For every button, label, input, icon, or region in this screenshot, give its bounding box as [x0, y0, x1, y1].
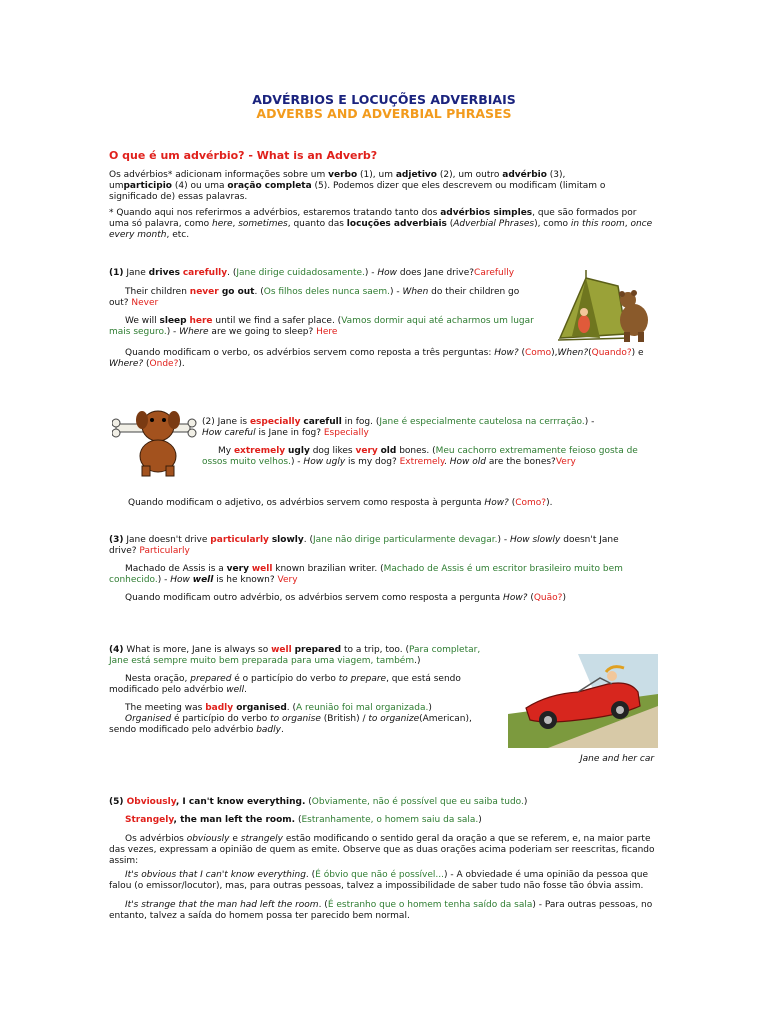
example-4-line-2: Nesta oração, prepared é o particípio do verbo to prepare, que está sendo modificado pelo advérbio well.	[109, 674, 461, 695]
example-4-line-3: The meeting was badly organised. (A reunião foi mal organizada.) Organised é particípio do verbo to organise (British) / to organize(American), sendo modificado pelo advérbio badly.	[109, 703, 472, 735]
example-1-line-3: We will sleep here until we find a safer place. (Vamos dormir aqui até acharmos um lugar mais seguro.) - Where are we going to sleep? Here	[109, 316, 534, 337]
section-heading: O que é um advérbio? - What is an Adverb?	[109, 149, 378, 162]
example-3-summary: Quando modificam outro advérbio, os advérbios servem como resposta a pergunta How? (Quão?)	[125, 593, 566, 603]
tent-bear-illustration	[556, 268, 656, 344]
example-2-line-1: (2) Jane is especially carefull in fog. (Jane é especialmente cautelosa na cerrração.) - How careful is Jane in fog? Especially	[202, 417, 595, 438]
example-1-line-2: Their children never go out. (Os filhos deles nunca saem.) - When do their children go out? Never	[109, 287, 520, 308]
dog-bone-illustration	[112, 406, 198, 478]
title-english: ADVERBS AND ADVERBIAL PHRASES	[256, 106, 512, 121]
red-car-illustration	[508, 654, 658, 748]
example-5-strange: It's strange that the man had left the room. (É estranho que o homem tenha saído da sala) - Para outras pessoas, no entanto, talvez a saída do homem possa ter parecido bem normal.	[109, 900, 653, 921]
title-portuguese: ADVÉRBIOS E LOCUÇÕES ADVERBIAIS	[252, 92, 516, 107]
intro-paragraph: Os advérbios* adicionam informações sobre um verbo (1), um adjetivo (2), um outro advérbio (3), umparticipio (4) ou uma oração completa (5). Podemos dizer que eles descrevem ou modificam (limitam o significado de) essas palavras.	[109, 170, 606, 202]
example-5-obvious: It's obvious that I can't know everything. (É óbvio que não é possível...) - A obviedade é uma opinião da pessoa que falou (o emissor/locutor), mas, para outras pessoas, talvez a impossibilidade de saber tudo não fosse tão óbvia assim.	[109, 870, 648, 891]
example-5-explanation: Os advérbios obviously e strangely estão modificando o sentido geral da oração a que se referem, e, na maior parte das vezes, expressam a opinião de quem as emite. Observe que as duas orações acima poderiam ser reescritas, ficando assim:	[109, 834, 655, 866]
car-caption: Jane and her car	[580, 754, 655, 764]
note-paragraph: * Quando aqui nos referirmos a advérbios, estaremos tratando tanto dos advérbios simples, que são formados por uma só palavra, como here, sometimes, quanto das locuções adverbiais (Adverbial Phrases), como in this room, once every month, etc.	[109, 208, 653, 240]
example-3-line-2: Machado de Assis is a very well known brazilian writer. (Machado de Assis é um escritor brasileiro muito bem conhecido.) - How well is he known? Very	[109, 564, 623, 585]
example-5-line-2: Strangely, the man left the room. (Estranhamente, o homem saiu da sala.)	[125, 815, 482, 825]
example-2-summary: Quando modificam o adjetivo, os advérbios servem como resposta à pergunta How? (Como?).	[128, 498, 553, 508]
example-1-line-1: (1) Jane drives carefully. (Jane dirige cuidadosamente.) - How does Jane drive?Carefully	[109, 268, 515, 278]
example-3-line-1: (3) Jane doesn't drive particularly slowly. (Jane não dirige particularmente devagar.) - How slowly doesn't Jane drive? Particularly	[109, 535, 619, 556]
example-2-line-2: My extremely ugly dog likes very old bones. (Meu cachorro extremamente feioso gosta de ossos muito velhos.) - How ugly is my dog? Extremely. How old are the bones?Very	[202, 446, 638, 467]
example-4-line-1: (4) What is more, Jane is always so well prepared to a trip, too. (Para completar, Jane está sempre muito bem preparada para uma viagem, também.)	[109, 645, 481, 666]
example-1-summary: Quando modificam o verbo, os advérbios servem como reposta a três perguntas: How? (Como),When?(Quando?) e Where? (Onde?).	[109, 348, 644, 369]
example-5-line-1: (5) Obviously, I can't know everything. (Obviamente, não é possível que eu saiba tudo.)	[109, 797, 528, 807]
